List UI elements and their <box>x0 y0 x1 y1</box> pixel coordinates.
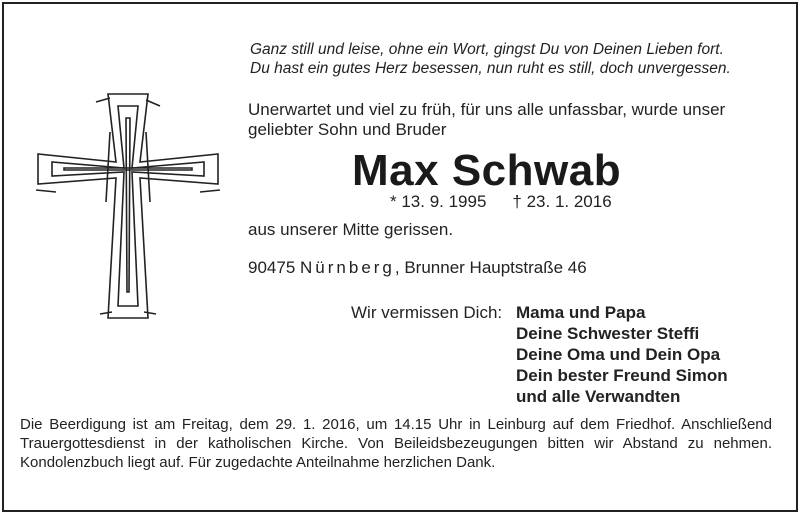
life-dates <box>390 192 612 212</box>
intro-line: Unerwartet und viel zu früh, für uns alle unfassbar, wurde unser <box>248 100 726 119</box>
intro-line: geliebter Sohn und Bruder <box>248 120 447 139</box>
poem-line: Ganz still und leise, ohne ein Wort, gingst Du von Deinen Lieben fort. <box>250 41 724 58</box>
mourner-name: Mama und Papa <box>516 303 646 322</box>
mourner-name: Deine Oma und Dein Opa <box>516 345 721 364</box>
birth-date: * 13. 9. 1995 <box>390 192 487 211</box>
funeral-text: Die Beerdigung ist am Freitag, dem 29. 1. 2016, um 14.15 Uhr in Leinburg auf dem Friedhof. Anschließend Trauergottesdienst in der katholischen Kirche. Von Beileidsbezeugungen bitten wir Abstand zu nehmen. Kondolenzbuch liegt auf. Für zugedachte Anteilnahme herzlichen Dank. <box>20 416 772 471</box>
funeral-notice <box>20 415 772 472</box>
mourners-list <box>516 302 728 407</box>
address-city: Nürnberg <box>300 258 395 277</box>
cross-icon <box>36 92 220 320</box>
deceased-name: Max Schwab <box>352 146 622 195</box>
closing-text: aus unserer Mitte gerissen. <box>248 220 454 239</box>
mourner-name: und alle Verwandten <box>516 387 681 406</box>
mourner-name: Deine Schwester Steffi <box>516 324 700 343</box>
poem-line: Du hast ein gutes Herz besessen, nun ruht es still, doch unvergessen. <box>250 60 731 77</box>
poem <box>250 40 770 78</box>
intro-text <box>248 100 788 140</box>
address <box>248 258 587 278</box>
address-zip: 90475 <box>248 258 296 277</box>
mourner-name: Dein bester Freund Simon <box>516 366 728 385</box>
death-date: † 23. 1. 2016 <box>512 192 612 211</box>
mourners-label: Wir vermissen Dich: <box>351 303 503 322</box>
address-street: , Brunner Hauptstraße 46 <box>394 258 587 277</box>
